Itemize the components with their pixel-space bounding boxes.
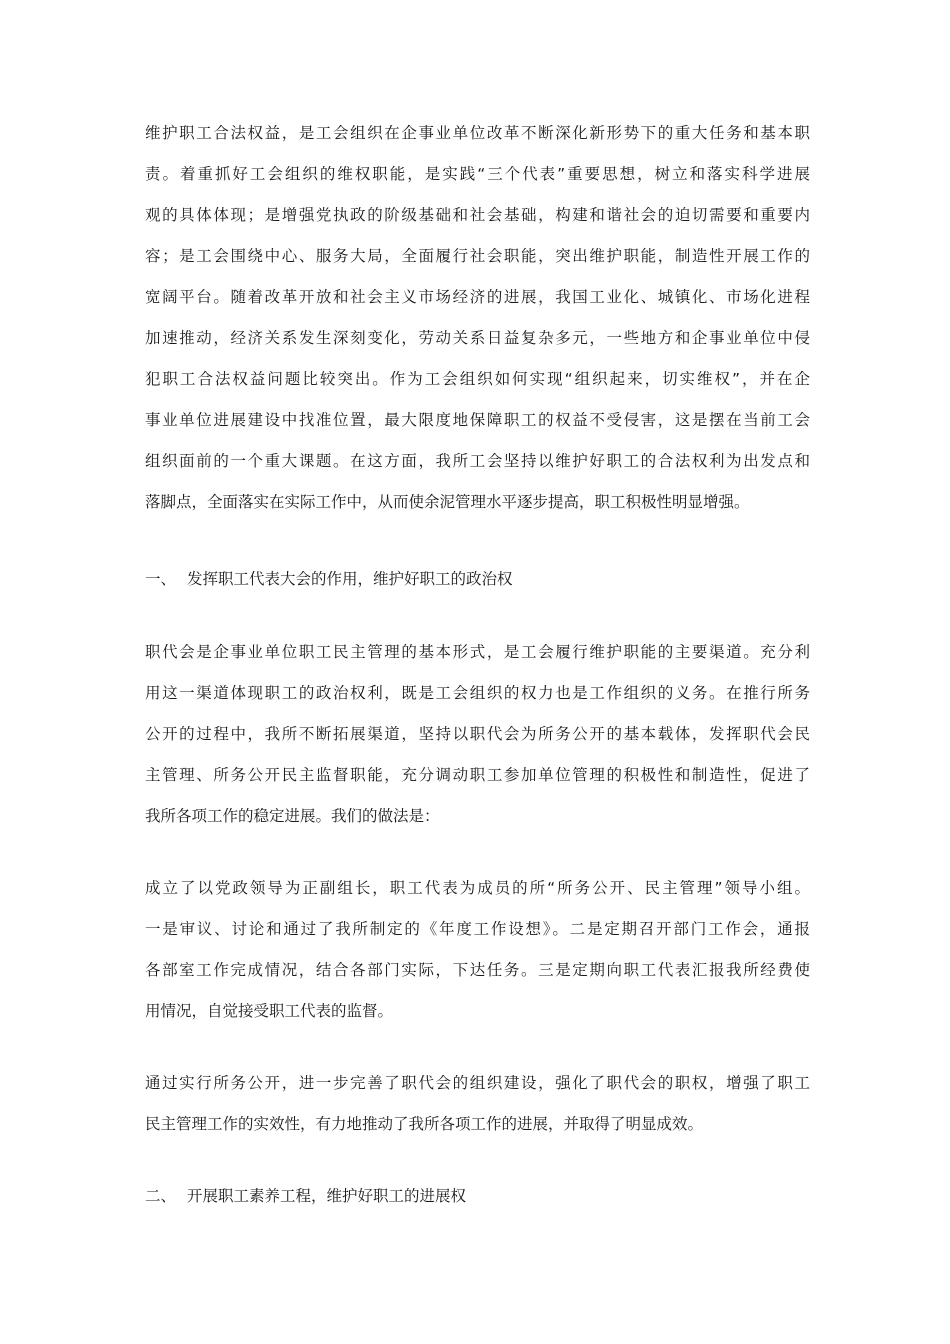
paragraph-line: 观的具体体现；是增强党执政的阶级基础和社会基础，构建和谐社会的迫切需要和重要内	[145, 206, 810, 224]
paragraph-line: 民主管理工作的实效性，有力地推动了我所各项工作的进展，并取得了明显成效。	[145, 1115, 704, 1133]
section-title: 发挥职工代表大会的作用，维护好职工的政治权	[187, 570, 513, 588]
intro-paragraph	[145, 113, 810, 523]
paragraph-line: 通过实行所务公开，进一步完善了职代会的组织建设，强化了职代会的职权，增强了职工	[145, 1074, 810, 1092]
section-heading-2	[145, 1176, 466, 1217]
paragraph-line: 公开的过程中，我所不断拓展渠道，坚持以职代会为所务公开的基本载体，发挥职代会民	[145, 725, 810, 743]
paragraph-line: 落脚点，全面落实在实际工作中，从而使余泥管理水平逐步提高，职工积极性明显增强。	[145, 493, 750, 511]
paragraph-line: 职代会是企事业单位职工民主管理的基本形式，是工会履行维护职能的主要渠道。充分利	[145, 643, 810, 661]
paragraph-line: 成立了以党政领导为正副组长，职工代表为成员的所“所务公开、民主管理”领导小组。	[145, 879, 810, 897]
paragraph-line: 用情况，自觉接受职工代表的监督。	[145, 1002, 394, 1020]
paragraph-line: 我所各项工作的稳定进展。我们的做法是：	[145, 807, 440, 825]
paragraph-line: 组织面前的一个重大课题。在这方面，我所工会坚持以维护好职工的合法权利为出发点和	[145, 452, 810, 470]
paragraph-line: 维护职工合法权益，是工会组织在企事业单位改革不断深化新形势下的重大任务和基本职	[145, 124, 810, 142]
section-number: 一、	[145, 570, 177, 588]
section-number: 二、	[145, 1187, 177, 1205]
paragraph-line: 主管理、所务公开民主监督职能，充分调动职工参加单位管理的积极性和制造性，促进了	[145, 766, 810, 784]
paragraph-line: 事业单位进展建设中找准位置，最大限度地保障职工的权益不受侵害，这是摆在当前工会	[145, 411, 810, 429]
paragraph-line: 犯职工合法权益问题比较突出。作为工会组织如何实现“组织起来，切实维权”，并在企	[145, 370, 810, 388]
paragraph-line: 责。着重抓好工会组织的维权职能，是实践“三个代表”重要思想，树立和落实科学进展	[145, 165, 810, 183]
section-heading-1	[145, 559, 513, 600]
paragraph-line: 容；是工会围绕中心、服务大局，全面履行社会职能，突出维护职能，制造性开展工作的	[145, 247, 810, 265]
section1-paragraph-3	[145, 1063, 810, 1145]
paragraph-line: 宽阔平台。随着改革开放和社会主义市场经济的进展，我国工业化、城镇化、市场化进程	[145, 288, 810, 306]
paragraph-line: 一是审议、讨论和通过了我所制定的《年度工作设想》。二是定期召开部门工作会，通报	[145, 920, 810, 938]
section-title: 开展职工素养工程，维护好职工的进展权	[187, 1187, 467, 1205]
paragraph-line: 用这一渠道体现职工的政治权利，既是工会组织的权力也是工作组织的义务。在推行所务	[145, 684, 810, 702]
paragraph-line: 各部室工作完成情况，结合各部门实际，下达任务。三是定期向职工代表汇报我所经费使	[145, 961, 810, 979]
section1-paragraph-1	[145, 632, 810, 837]
paragraph-line: 加速推动，经济关系发生深刻变化，劳动关系日益复杂多元，一些地方和企事业单位中侵	[145, 329, 810, 347]
section1-paragraph-2	[145, 868, 810, 1032]
